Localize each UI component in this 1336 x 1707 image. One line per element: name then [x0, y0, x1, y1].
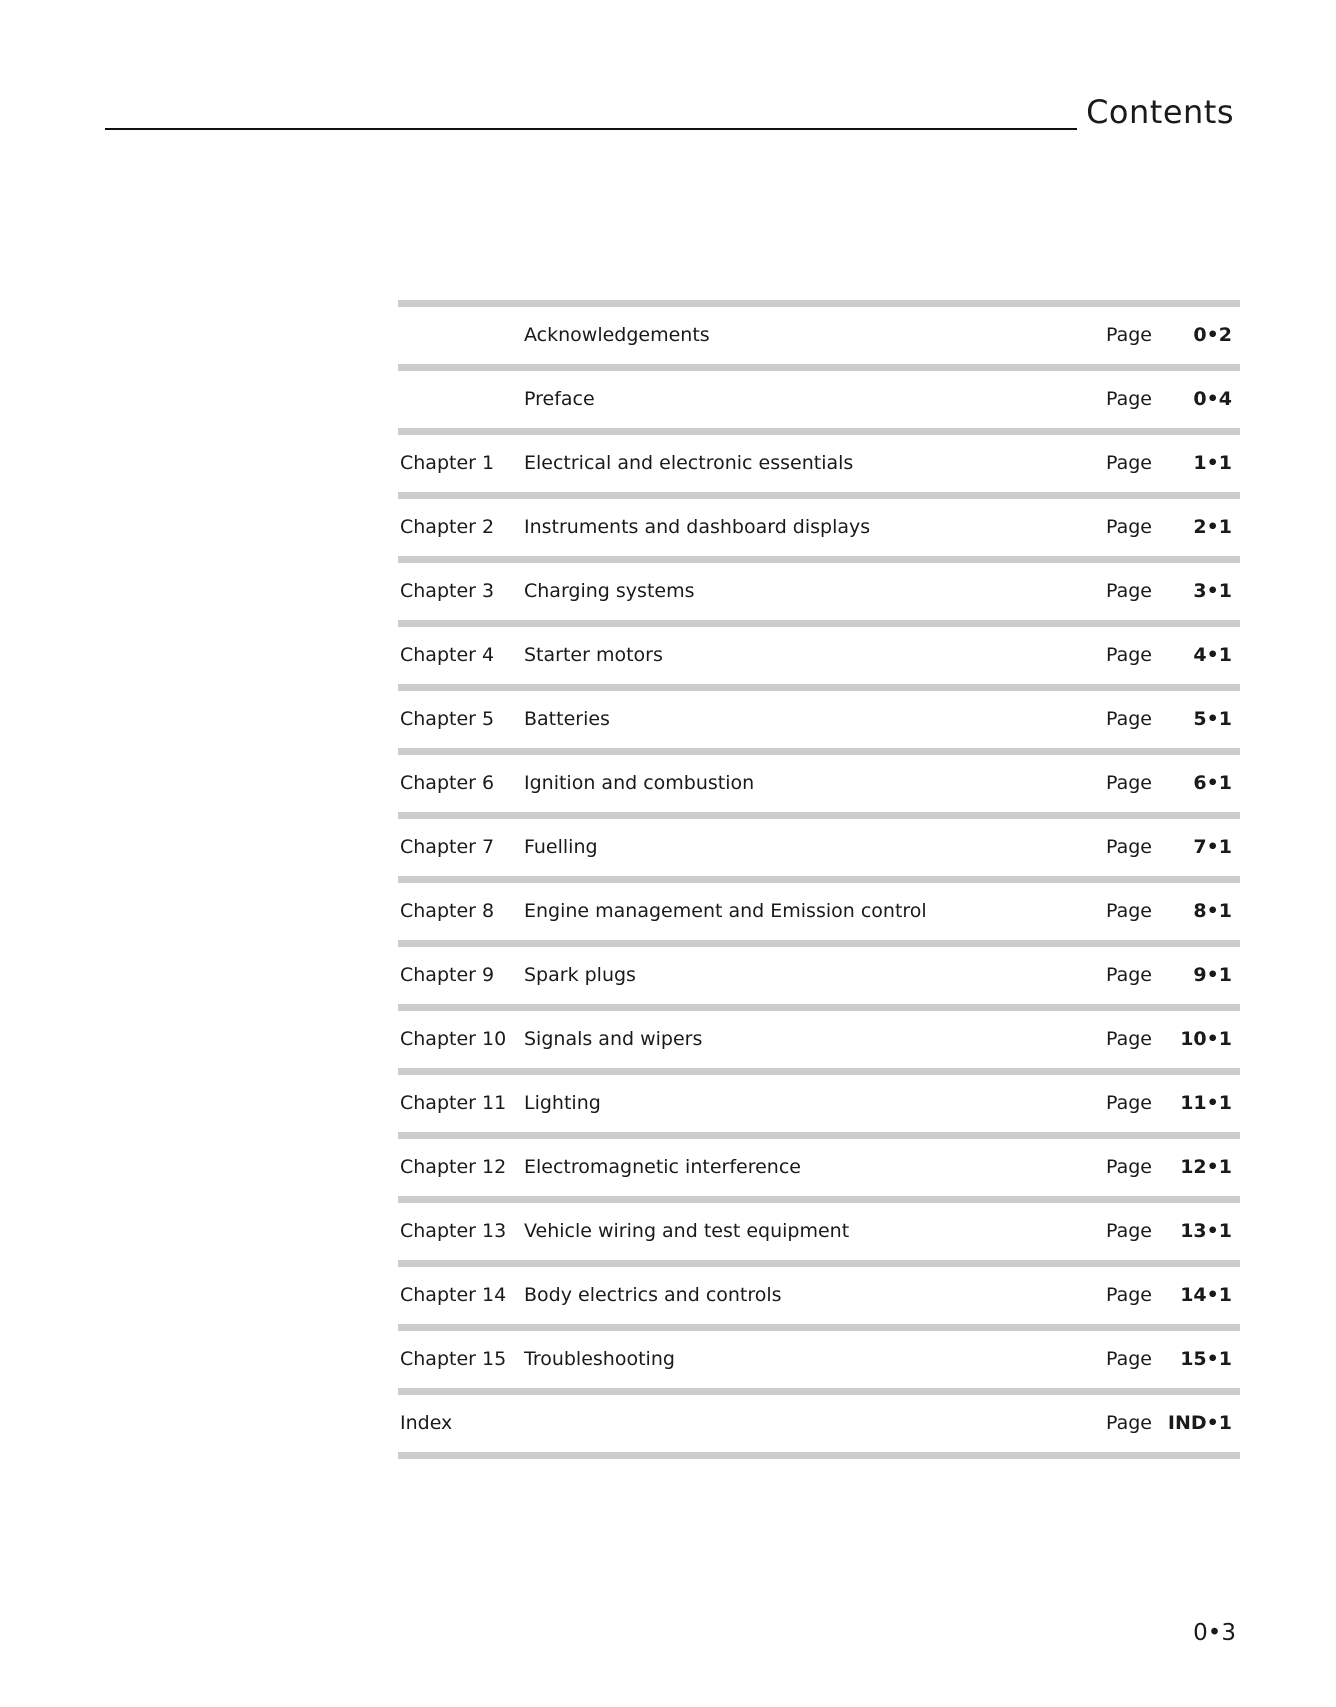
toc-page-number: 13•1: [1180, 1220, 1232, 1242]
toc-entry-title: Lighting: [524, 1092, 601, 1114]
toc-entry-title: Instruments and dashboard displays: [524, 516, 871, 538]
toc-row-chapter-10[interactable]: [398, 1011, 1240, 1075]
toc-entry-title: Electromagnetic interference: [524, 1156, 801, 1178]
toc-row-chapter-8[interactable]: [398, 883, 1240, 947]
toc-page-number: 12•1: [1180, 1156, 1232, 1178]
toc-page-label: Page: [1106, 644, 1152, 666]
page-number: 0•3: [1193, 1620, 1236, 1646]
toc-page-label: Page: [1106, 1028, 1152, 1050]
toc-page-label: Page: [1106, 964, 1152, 986]
toc-page-label: Page: [1106, 772, 1152, 794]
toc-page-label: Page: [1106, 1348, 1152, 1370]
toc-chapter-label: Index: [400, 1412, 453, 1434]
toc-chapter-label: Chapter 5: [400, 708, 495, 730]
toc-row-chapter-14[interactable]: [398, 1267, 1240, 1331]
toc-row-acknowledgements[interactable]: [398, 307, 1240, 371]
toc-page-number: 9•1: [1193, 964, 1232, 986]
table-of-contents: [398, 300, 1240, 1459]
toc-chapter-label: Chapter 15: [400, 1348, 507, 1370]
toc-chapter-label: Chapter 14: [400, 1284, 507, 1306]
toc-page-label: Page: [1106, 516, 1152, 538]
toc-chapter-label: Chapter 12: [400, 1156, 507, 1178]
page-title: Contents: [1086, 93, 1234, 131]
toc-row-preface[interactable]: [398, 371, 1240, 435]
toc-row-chapter-11[interactable]: [398, 1075, 1240, 1139]
toc-chapter-label: Chapter 4: [400, 644, 495, 666]
toc-page-label: Page: [1106, 900, 1152, 922]
toc-page-label: Page: [1106, 580, 1152, 602]
toc-page-label: Page: [1106, 836, 1152, 858]
toc-row-chapter-6[interactable]: [398, 755, 1240, 819]
toc-page-label: Page: [1106, 1412, 1152, 1434]
toc-entry-title: Troubleshooting: [524, 1348, 675, 1370]
toc-chapter-label: Chapter 10: [400, 1028, 507, 1050]
toc-row-chapter-13[interactable]: [398, 1203, 1240, 1267]
toc-page-number: 14•1: [1180, 1284, 1232, 1306]
toc-page-label: Page: [1106, 1092, 1152, 1114]
toc-page-number: IND•1: [1167, 1412, 1232, 1434]
toc-page-number: 5•1: [1193, 708, 1232, 730]
toc-chapter-label: Chapter 1: [400, 452, 495, 474]
toc-chapter-label: Chapter 13: [400, 1220, 507, 1242]
toc-row-chapter-1[interactable]: [398, 435, 1240, 499]
toc-entry-title: Preface: [524, 388, 595, 410]
toc-entry-title: Signals and wipers: [524, 1028, 703, 1050]
toc-row-chapter-5[interactable]: [398, 691, 1240, 755]
toc-page-number: 10•1: [1180, 1028, 1232, 1050]
toc-row-chapter-4[interactable]: [398, 627, 1240, 691]
toc-entry-title: Batteries: [524, 708, 610, 730]
toc-page-number: 0•4: [1193, 388, 1232, 410]
toc-page-number: 0•2: [1193, 324, 1232, 346]
toc-entry-title: Starter motors: [524, 644, 663, 666]
toc-entry-title: Electrical and electronic essentials: [524, 452, 854, 474]
toc-row-chapter-9[interactable]: [398, 947, 1240, 1011]
toc-page-number: 15•1: [1180, 1348, 1232, 1370]
toc-page-label: Page: [1106, 324, 1152, 346]
toc-row-chapter-7[interactable]: [398, 819, 1240, 883]
toc-chapter-label: Chapter 11: [400, 1092, 507, 1114]
toc-page-number: 11•1: [1180, 1092, 1232, 1114]
toc-page-number: 4•1: [1193, 644, 1232, 666]
toc-chapter-label: Chapter 9: [400, 964, 495, 986]
toc-row-chapter-15[interactable]: [398, 1331, 1240, 1395]
toc-chapter-label: Chapter 6: [400, 772, 495, 794]
toc-entry-title: Body electrics and controls: [524, 1284, 782, 1306]
toc-chapter-label: Chapter 7: [400, 836, 495, 858]
toc-chapter-label: Chapter 8: [400, 900, 495, 922]
toc-page-number: 1•1: [1193, 452, 1232, 474]
toc-chapter-label: Chapter 2: [400, 516, 495, 538]
toc-row-chapter-12[interactable]: [398, 1139, 1240, 1203]
toc-page-number: 7•1: [1193, 836, 1232, 858]
header-rule: [105, 128, 1077, 130]
toc-row-index[interactable]: [398, 1395, 1240, 1459]
toc-page-label: Page: [1106, 1284, 1152, 1306]
toc-page-number: 2•1: [1193, 516, 1232, 538]
toc-entry-title: Charging systems: [524, 580, 695, 602]
toc-page-label: Page: [1106, 1220, 1152, 1242]
toc-entry-title: Engine management and Emission control: [524, 900, 927, 922]
toc-entry-title: Vehicle wiring and test equipment: [524, 1220, 850, 1242]
toc-chapter-label: Chapter 3: [400, 580, 495, 602]
toc-entry-title: Ignition and combustion: [524, 772, 755, 794]
toc-entry-title: Spark plugs: [524, 964, 636, 986]
toc-page-number: 8•1: [1193, 900, 1232, 922]
toc-page-label: Page: [1106, 1156, 1152, 1178]
toc-entry-title: Acknowledgements: [524, 324, 710, 346]
toc-entry-title: Fuelling: [524, 836, 598, 858]
toc-page-label: Page: [1106, 388, 1152, 410]
toc-page-number: 3•1: [1193, 580, 1232, 602]
toc-row-chapter-3[interactable]: [398, 563, 1240, 627]
toc-page-number: 6•1: [1193, 772, 1232, 794]
toc-row-chapter-2[interactable]: [398, 499, 1240, 563]
toc-page-label: Page: [1106, 708, 1152, 730]
toc-page-label: Page: [1106, 452, 1152, 474]
